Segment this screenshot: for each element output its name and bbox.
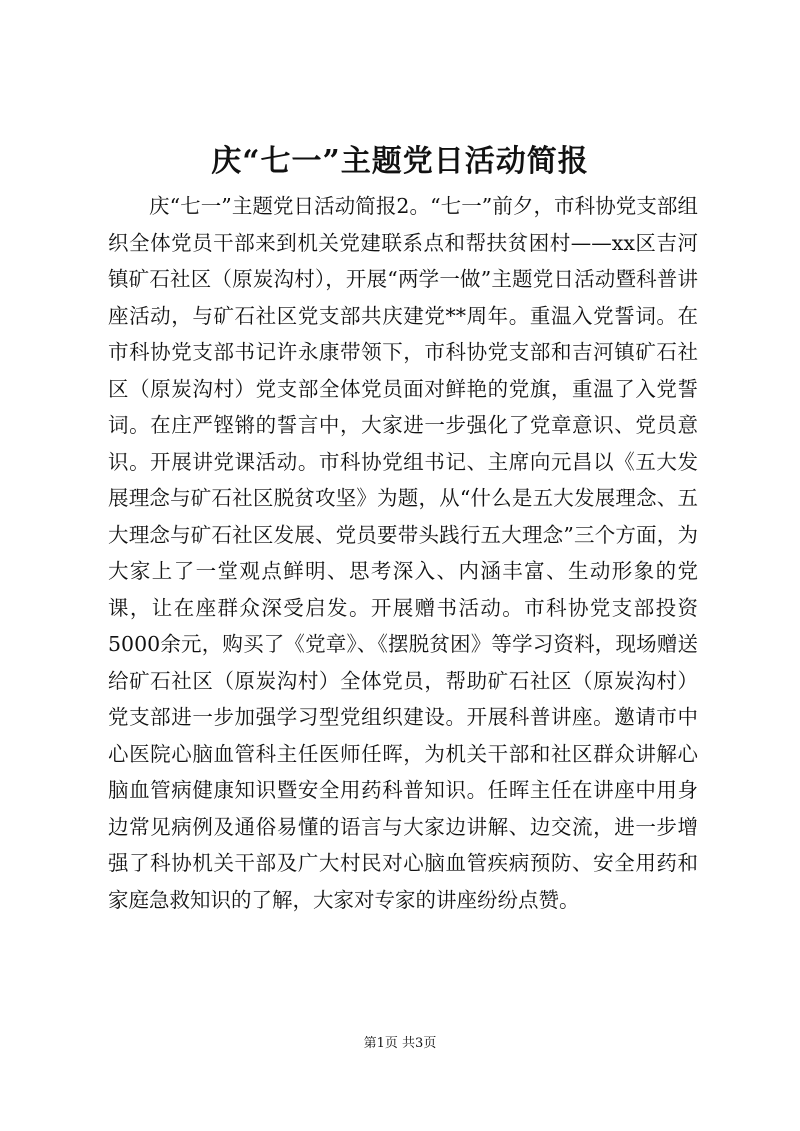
document-title: 庆“七一”主题党日活动简报: [211, 144, 589, 179]
page-footer: 第1页 共3页: [363, 1036, 437, 1051]
document-body: 庆“七一”主题党日活动简报2。“七一”前夕，市科协党支部组织全体党员干部来到机关党建联系点和帮扶贫困村——xx区吉河镇矿石社区（原炭沟村），开展“两学一做”主题党日活动暨科普讲座活动，与矿石社区党支部共庆建党**周年。重温入党誓词。在市科协党支部书记许永康带领下，市科协党支部和吉河镇矿石社区（原炭沟村）党支部全体党员面对鲜艳的党旗，重温了入党誓词。在庄严铿锵的誓言中，大家进一步强化了党章意识、党员意识。开展讲党课活动。市科协党组书记、主席向元昌以《五大发展理念与矿石社区脱贫攻坚》为题，从“什么是五大发展理念、五大理念与矿石社区发展、党员要带头践行五大理念”三个方面，为大家上了一堂观点鲜明、思考深入、内涵丰富、生动形象的党课，让在座群众深受启发。开展赠书活动。市科协党支部投资5000余元，购买了《党章》、《摆脱贫困》等学习资料，现场赠送给矿石社区（原炭沟村）全体党员，帮助矿石社区（原炭沟村）党支部进一步加强学习型党组织建设。开展科普讲座。邀请市中心医院心脑血管科主任医师任晖，为机关干部和社区群众讲解心脑血管病健康知识暨安全用药科普知识。任晖主任在讲座中用身边常见病例及通俗易懂的语言与大家边讲解、边交流，进一步增强了科协机关干部及广大村民对心脑血管疾病预防、安全用药和家庭急救知识的了解，大家对专家的讲座纷纷点赞。: [108, 194, 698, 912]
